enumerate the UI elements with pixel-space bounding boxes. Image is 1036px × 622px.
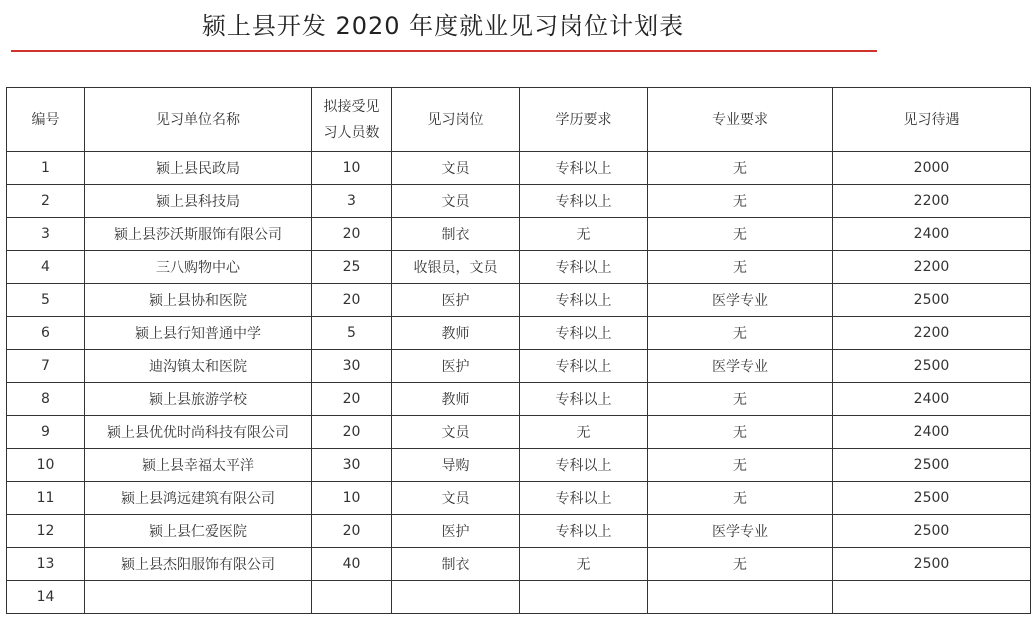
cell-unit: 颍上县优优时尚科技有限公司	[85, 416, 312, 449]
header-major: 专业要求	[648, 88, 833, 152]
cell-count: 5	[312, 317, 392, 350]
cell-position	[392, 581, 520, 614]
cell-no: 4	[7, 251, 85, 284]
table-row	[7, 185, 1031, 218]
table-row	[7, 515, 1031, 548]
header-count-line2: 习人员数	[323, 124, 380, 141]
table-row	[7, 152, 1031, 185]
cell-position: 教师	[392, 317, 520, 350]
cell-education: 专科以上	[520, 482, 648, 515]
cell-major: 无	[648, 185, 833, 218]
cell-education: 无	[520, 416, 648, 449]
cell-major: 医学专业	[648, 284, 833, 317]
cell-count: 20	[312, 383, 392, 416]
cell-no: 10	[7, 449, 85, 482]
cell-education: 专科以上	[520, 251, 648, 284]
cell-unit: 颍上县鸿远建筑有限公司	[85, 482, 312, 515]
table-row	[7, 350, 1031, 383]
cell-position: 收银员，文员	[392, 251, 520, 284]
cell-count: 20	[312, 515, 392, 548]
cell-count: 25	[312, 251, 392, 284]
internship-plan-table	[6, 87, 1031, 614]
cell-pay: 2200	[833, 317, 1031, 350]
cell-no: 5	[7, 284, 85, 317]
cell-education: 专科以上	[520, 185, 648, 218]
cell-pay: 2500	[833, 449, 1031, 482]
cell-pay: 2400	[833, 416, 1031, 449]
table-row	[7, 449, 1031, 482]
cell-major: 无	[648, 152, 833, 185]
cell-major: 医学专业	[648, 350, 833, 383]
cell-major: 无	[648, 251, 833, 284]
cell-pay: 2500	[833, 548, 1031, 581]
header-no: 编号	[7, 88, 85, 152]
header-count	[312, 88, 392, 152]
cell-pay: 2200	[833, 185, 1031, 218]
table-row	[7, 482, 1031, 515]
cell-unit: 颍上县莎沃斯服饰有限公司	[85, 218, 312, 251]
table-row	[7, 251, 1031, 284]
cell-pay: 2000	[833, 152, 1031, 185]
cell-major: 无	[648, 317, 833, 350]
cell-no: 8	[7, 383, 85, 416]
cell-position: 文员	[392, 482, 520, 515]
cell-major: 无	[648, 482, 833, 515]
cell-education: 专科以上	[520, 284, 648, 317]
header-unit: 见习单位名称	[85, 88, 312, 152]
cell-education: 无	[520, 548, 648, 581]
table-row	[7, 284, 1031, 317]
cell-no: 6	[7, 317, 85, 350]
cell-unit	[85, 581, 312, 614]
cell-unit: 颍上县杰阳服饰有限公司	[85, 548, 312, 581]
cell-education: 无	[520, 218, 648, 251]
cell-unit: 颍上县仁爱医院	[85, 515, 312, 548]
table-header-row	[7, 88, 1031, 152]
cell-pay: 2400	[833, 383, 1031, 416]
cell-pay: 2500	[833, 515, 1031, 548]
cell-no: 12	[7, 515, 85, 548]
cell-no: 11	[7, 482, 85, 515]
cell-education: 专科以上	[520, 515, 648, 548]
header-pay: 见习待遇	[833, 88, 1031, 152]
cell-major: 无	[648, 383, 833, 416]
header-count-line1: 拟接受见	[323, 98, 380, 115]
cell-education: 专科以上	[520, 152, 648, 185]
cell-major: 无	[648, 548, 833, 581]
cell-no: 3	[7, 218, 85, 251]
cell-major	[648, 581, 833, 614]
header-education: 学历要求	[520, 88, 648, 152]
title-underline	[11, 50, 877, 52]
cell-position: 医护	[392, 350, 520, 383]
cell-position: 制衣	[392, 548, 520, 581]
cell-no: 2	[7, 185, 85, 218]
cell-education: 专科以上	[520, 383, 648, 416]
cell-position: 文员	[392, 152, 520, 185]
cell-position: 导购	[392, 449, 520, 482]
cell-education: 专科以上	[520, 350, 648, 383]
cell-unit: 颍上县协和医院	[85, 284, 312, 317]
cell-pay: 2400	[833, 218, 1031, 251]
cell-unit: 颍上县民政局	[85, 152, 312, 185]
cell-unit: 颍上县旅游学校	[85, 383, 312, 416]
cell-pay: 2500	[833, 284, 1031, 317]
cell-position: 文员	[392, 185, 520, 218]
cell-count: 10	[312, 482, 392, 515]
header-position: 见习岗位	[392, 88, 520, 152]
cell-position: 医护	[392, 284, 520, 317]
cell-position: 文员	[392, 416, 520, 449]
cell-count	[312, 581, 392, 614]
cell-education	[520, 581, 648, 614]
cell-count: 40	[312, 548, 392, 581]
cell-unit: 颍上县行知普通中学	[85, 317, 312, 350]
cell-unit: 三八购物中心	[85, 251, 312, 284]
cell-pay: 2200	[833, 251, 1031, 284]
table-row	[7, 581, 1031, 614]
cell-count: 10	[312, 152, 392, 185]
cell-position: 制衣	[392, 218, 520, 251]
cell-education: 专科以上	[520, 317, 648, 350]
cell-unit: 颍上县幸福太平洋	[85, 449, 312, 482]
table-row	[7, 548, 1031, 581]
cell-unit: 颍上县科技局	[85, 185, 312, 218]
table-row	[7, 416, 1031, 449]
cell-count: 20	[312, 284, 392, 317]
cell-position: 教师	[392, 383, 520, 416]
cell-pay: 2500	[833, 350, 1031, 383]
cell-count: 30	[312, 449, 392, 482]
cell-count: 30	[312, 350, 392, 383]
cell-pay	[833, 581, 1031, 614]
page-title: 颍上县开发 2020 年度就业见习岗位计划表	[201, 12, 685, 40]
cell-education: 专科以上	[520, 449, 648, 482]
cell-major: 无	[648, 449, 833, 482]
cell-no: 13	[7, 548, 85, 581]
cell-count: 20	[312, 416, 392, 449]
cell-unit: 迪沟镇太和医院	[85, 350, 312, 383]
cell-count: 3	[312, 185, 392, 218]
cell-position: 医护	[392, 515, 520, 548]
cell-count: 20	[312, 218, 392, 251]
table-body	[7, 152, 1031, 614]
cell-no: 7	[7, 350, 85, 383]
table-row	[7, 317, 1031, 350]
cell-no: 1	[7, 152, 85, 185]
cell-major: 无	[648, 218, 833, 251]
table-row	[7, 383, 1031, 416]
cell-pay: 2500	[833, 482, 1031, 515]
cell-major: 无	[648, 416, 833, 449]
cell-no: 9	[7, 416, 85, 449]
cell-major: 医学专业	[648, 515, 833, 548]
cell-no: 14	[7, 581, 85, 614]
table-row	[7, 218, 1031, 251]
